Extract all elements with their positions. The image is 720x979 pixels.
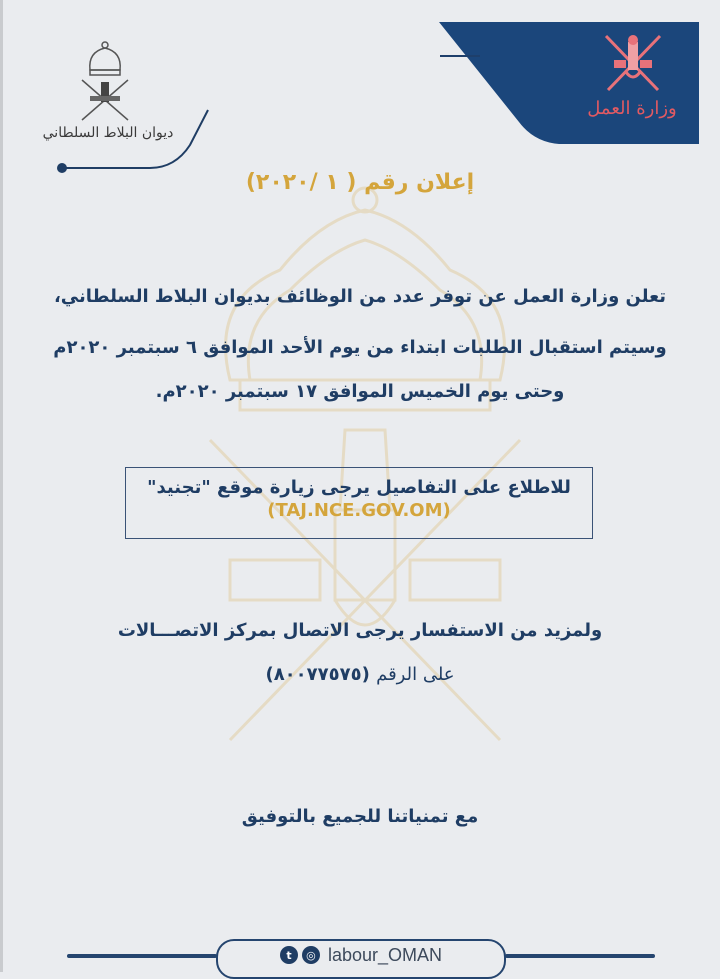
- paragraph-line-1: تعلن وزارة العمل عن توفر عدد من الوظائف بديوان البلاط السلطاني،: [53, 286, 667, 307]
- paragraph-line-2: وسيتم استقبال الطلبات ابتداء من يوم الأحد الموافق ٦ سبتمبر ٢٠٢٠م: [53, 337, 667, 358]
- instagram-icon[interactable]: ◎: [302, 946, 320, 964]
- website-info-box: [125, 467, 593, 539]
- social-handle-pill: [216, 939, 506, 979]
- twitter-icon[interactable]: t: [280, 946, 298, 964]
- phone-number: (٨٠٠٧٧٥٧٥): [265, 664, 370, 685]
- ministry-name: وزارة العمل: [587, 98, 677, 119]
- social-handle[interactable]: labour_OMAN: [327, 944, 443, 965]
- paragraph-line-3: وحتى يوم الخميس الموافق ١٧ سبتمبر ٢٠٢٠م.: [155, 381, 565, 402]
- website-link[interactable]: (TAJ.NCE.GOV.OM): [267, 500, 451, 521]
- contact-line: ولمزيد من الاستفسار يرجى الاتصال بمركز الاتصـــالات: [117, 620, 603, 641]
- decorative-curve: [50, 100, 210, 180]
- page-edge: [0, 0, 3, 972]
- ministry-emblem-icon: [598, 32, 668, 94]
- closing-text: مع تمنياتنا للجميع بالتوفيق: [241, 806, 479, 827]
- phone-line: [30, 664, 690, 685]
- banner-connector-line: [440, 55, 480, 57]
- phone-prefix: على الرقم: [376, 664, 455, 685]
- announcement-title: إعلان رقم ( ١ /٢٠٢٠): [245, 170, 475, 195]
- footer-line-right: [505, 954, 655, 958]
- diwan-name: ديوان البلاط السلطاني: [42, 125, 174, 141]
- footer-line-left: [67, 954, 217, 958]
- info-box-text: للاطلاع على التفاصيل يرجى زيارة موقع "تجنيد": [147, 477, 571, 498]
